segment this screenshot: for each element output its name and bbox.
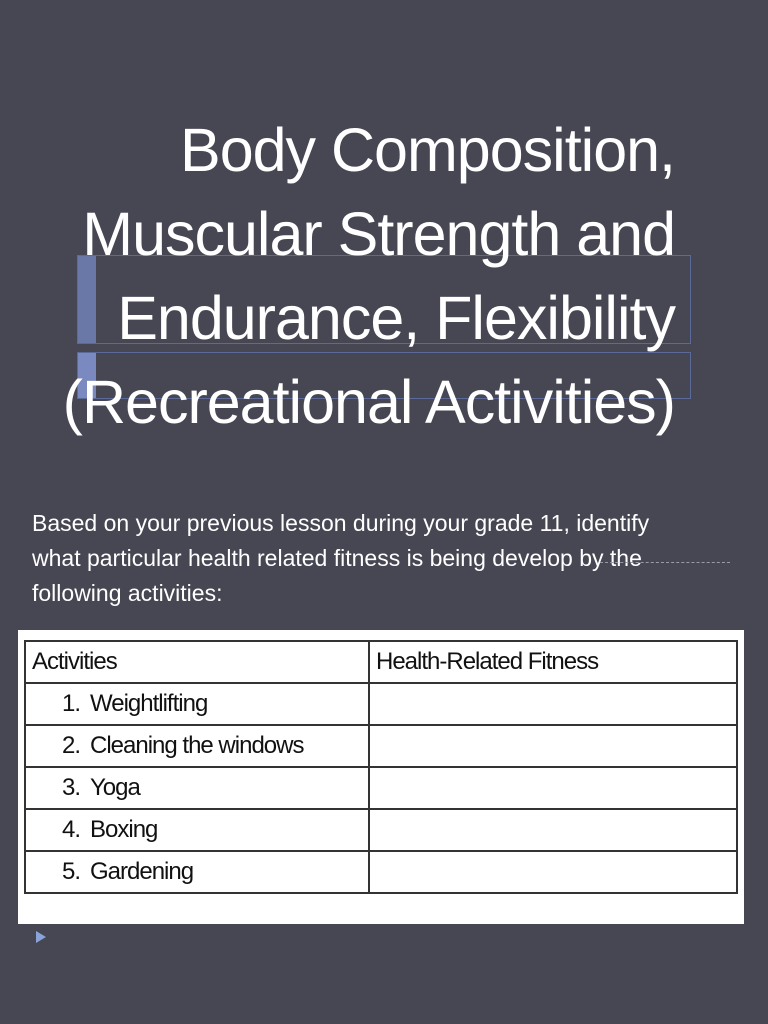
- table-row: [25, 851, 737, 893]
- fitness-cell[interactable]: [369, 809, 737, 851]
- activity-name: Yoga: [90, 774, 140, 801]
- row-number: 1.: [62, 690, 81, 717]
- activity-cell: [25, 683, 369, 725]
- title-line: (Recreational Activities): [62, 368, 675, 436]
- table-row: [25, 683, 737, 725]
- dashed-divider: [600, 562, 730, 563]
- row-number: 2.: [62, 732, 81, 759]
- header-health-related-fitness: Health-Related Fitness: [369, 641, 737, 683]
- fitness-cell[interactable]: [369, 683, 737, 725]
- instruction-line: Based on your previous lesson during your grade 11, identify: [32, 510, 650, 536]
- slide-title: [35, 108, 675, 444]
- header-activities: Activities: [25, 641, 369, 683]
- activity-cell: [25, 767, 369, 809]
- fitness-cell[interactable]: [369, 851, 737, 893]
- table-row: [25, 809, 737, 851]
- activity-name: Weightlifting: [90, 690, 208, 717]
- table-header-row: [25, 641, 737, 683]
- activities-table-panel: [18, 630, 744, 924]
- instruction-line: following activities:: [32, 580, 223, 606]
- activity-cell: [25, 851, 369, 893]
- activity-name: Gardening: [90, 858, 194, 885]
- row-number: 5.: [62, 858, 81, 885]
- activities-table: [24, 640, 738, 894]
- title-line: Body Composition,: [180, 116, 675, 184]
- title-line: Endurance, Flexibility: [117, 284, 675, 352]
- table-row: [25, 725, 737, 767]
- triangle-bullet-icon: [36, 931, 46, 943]
- row-number: 3.: [62, 774, 81, 801]
- fitness-cell[interactable]: [369, 767, 737, 809]
- activity-cell: [25, 809, 369, 851]
- fitness-cell[interactable]: [369, 725, 737, 767]
- instruction-text: [32, 506, 732, 611]
- instruction-line: what particular health related fitness is being develop by the: [32, 545, 642, 571]
- activity-name: Boxing: [90, 816, 158, 843]
- activity-name: Cleaning the windows: [90, 732, 304, 759]
- table-row: [25, 767, 737, 809]
- row-number: 4.: [62, 816, 81, 843]
- activity-cell: [25, 725, 369, 767]
- title-line: Muscular Strength and: [82, 200, 675, 268]
